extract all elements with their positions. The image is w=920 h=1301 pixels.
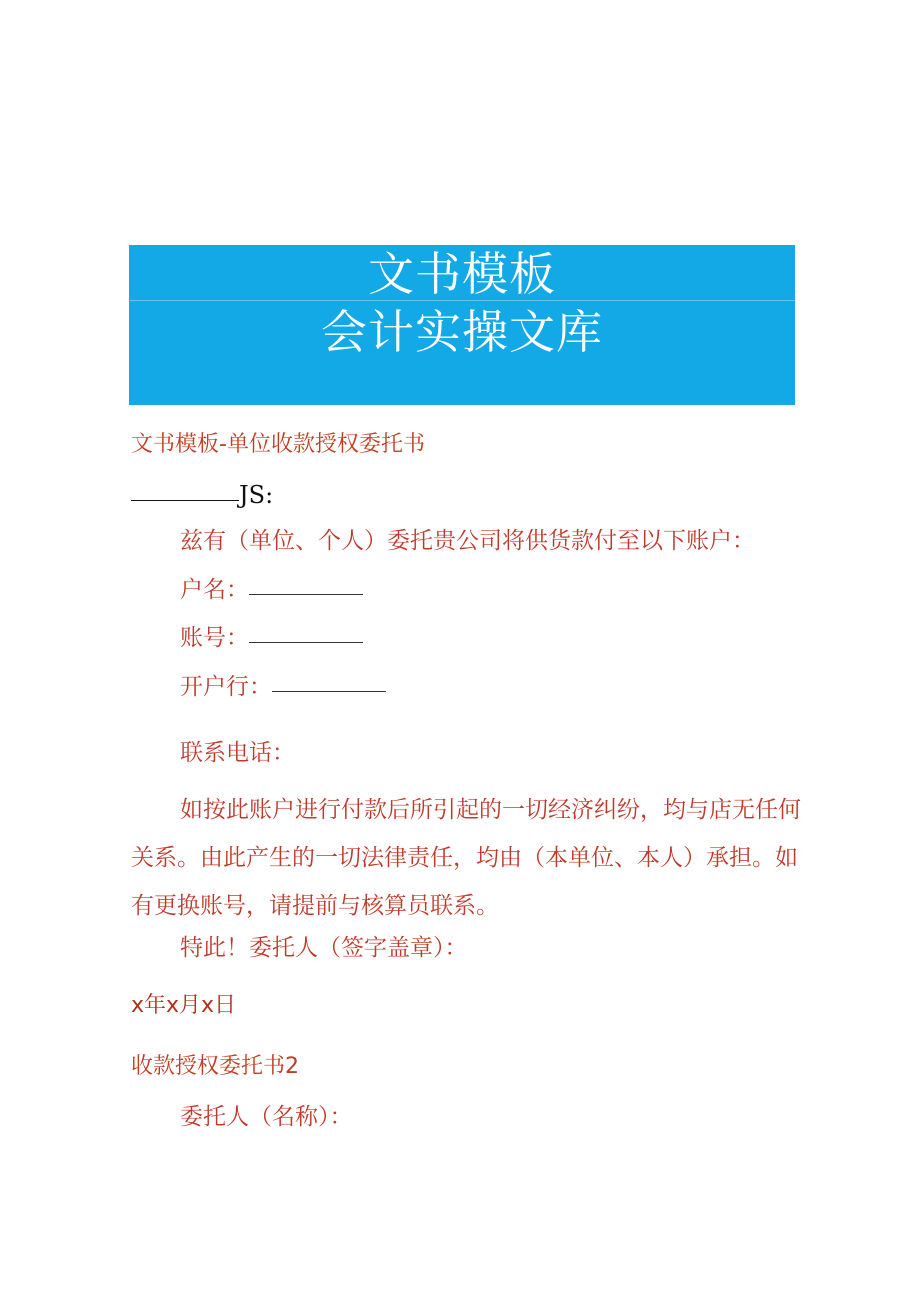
- addressee-suffix: JS:: [239, 481, 274, 509]
- body-paragraph: 如按此账户进行付款后所引起的一切经济纠纷，均与店无任何关系。由此产生的一切法律责任，均由（本单位、本人）承担。如有更换账号，请提前与核算员联系。: [131, 797, 801, 919]
- field-account-number: [180, 622, 363, 653]
- field-account-name: [180, 574, 363, 605]
- banner-title-line-1: 文书模板: [368, 247, 556, 301]
- second-document-title: 收款授权委托书2: [131, 1054, 299, 1079]
- field-bank: [180, 671, 386, 702]
- intro-paragraph: 兹有（单位、个人）委托贵公司将供货款付至以下账户：: [180, 528, 755, 554]
- field-account-name-label: 户名：: [180, 577, 249, 603]
- field-account-number-label: 账号：: [180, 625, 249, 651]
- field-bank-blank: [272, 671, 386, 692]
- date-line: x年x月x日: [131, 993, 237, 1018]
- field-bank-label: 开户行：: [180, 674, 272, 700]
- field-account-number-blank: [249, 622, 363, 643]
- signature-line: 特此！委托人（签字盖章）：: [180, 935, 468, 961]
- field-account-name-blank: [249, 574, 363, 595]
- principal-line: 委托人（名称）：: [180, 1104, 353, 1130]
- addressee-line: [131, 478, 273, 510]
- banner-title-line-2: 会计实操文库: [321, 305, 603, 359]
- document-title: 文书模板-单位收款授权委托书: [131, 432, 425, 457]
- addressee-blank: [131, 478, 239, 501]
- phone-label: 联系电话：: [180, 740, 295, 766]
- header-banner: [129, 245, 795, 405]
